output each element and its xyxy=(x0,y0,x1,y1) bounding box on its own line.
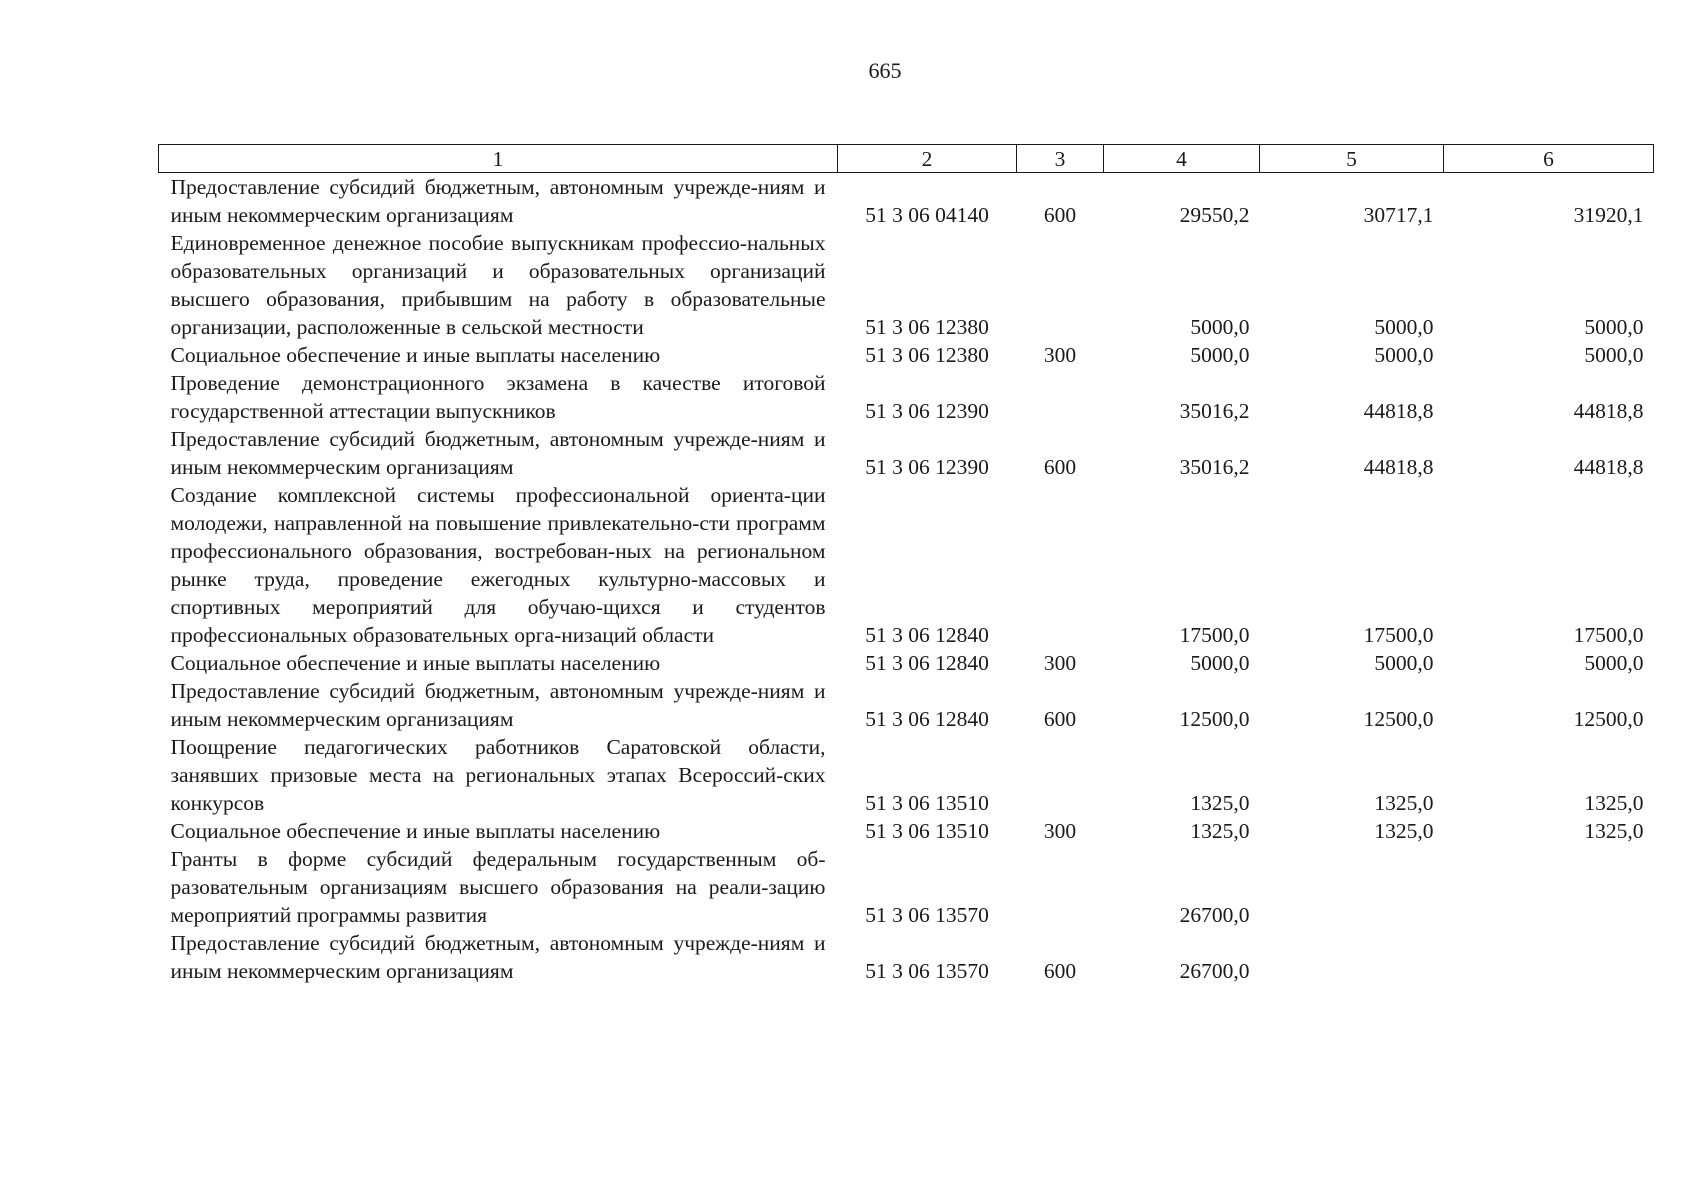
row-value-col4-cell: 26700,0 xyxy=(1179,903,1250,927)
table-row xyxy=(159,929,1654,985)
row-value-col5-cell xyxy=(1260,929,1444,985)
row-code-cell: 51 3 06 13510 xyxy=(865,819,989,843)
row-value-col5-cell: 5000,0 xyxy=(1374,343,1434,367)
header-cell-5: 5 xyxy=(1260,145,1444,173)
row-value-col6-cell: 44818,8 xyxy=(1573,399,1644,423)
table-row xyxy=(159,425,1654,481)
row-expense-type-cell: 600 xyxy=(1043,959,1077,983)
row-value-col5-cell: 44818,8 xyxy=(1363,455,1434,479)
header-cell-2: 2 xyxy=(838,145,1017,173)
row-value-col4-cell: 12500,0 xyxy=(1179,707,1250,731)
table-header xyxy=(159,145,1654,173)
row-expense-type-cell xyxy=(1017,845,1104,929)
row-name-cell: Единовременное денежное пособие выпускникам профессио-нальных образовательных организаций и образовательных организаций высшего образования, прибывшим на работу в образовательные организации, расположенные в сельской местности xyxy=(170,231,826,339)
row-value-col5-cell: 12500,0 xyxy=(1363,707,1434,731)
row-code-cell: 51 3 06 12390 xyxy=(865,399,989,423)
row-name-cell: Предоставление субсидий бюджетным, автономным учрежде-ниям и иным некоммерческим организациям xyxy=(170,175,826,227)
row-value-col6-cell: 12500,0 xyxy=(1573,707,1644,731)
row-code-cell: 51 3 06 04140 xyxy=(865,203,989,227)
row-value-col4-cell: 1325,0 xyxy=(1190,791,1250,815)
row-code-cell: 51 3 06 12380 xyxy=(865,315,989,339)
row-code-cell: 51 3 06 13570 xyxy=(865,959,989,983)
row-code-cell: 51 3 06 12840 xyxy=(865,707,989,731)
row-code-cell: 51 3 06 13570 xyxy=(865,903,989,927)
row-value-col4-cell: 26700,0 xyxy=(1179,959,1250,983)
row-value-col4-cell: 5000,0 xyxy=(1190,343,1250,367)
row-expense-type-cell: 300 xyxy=(1043,651,1077,675)
row-value-col6-cell: 5000,0 xyxy=(1584,651,1644,675)
row-value-col6-cell: 1325,0 xyxy=(1584,791,1644,815)
row-value-col5-cell: 1325,0 xyxy=(1374,791,1434,815)
row-value-col6-cell: 5000,0 xyxy=(1584,343,1644,367)
row-value-col5-cell: 17500,0 xyxy=(1363,623,1434,647)
row-name-cell: Гранты в форме субсидий федеральным государственным об-разовательным организациям высшего образования на реали-зацию мероприятий программы развития xyxy=(170,847,826,927)
row-name-cell: Социальное обеспечение и иные выплаты населению xyxy=(170,651,661,675)
table-row xyxy=(159,649,1654,677)
table-row xyxy=(159,677,1654,733)
row-expense-type-cell: 300 xyxy=(1043,819,1077,843)
header-cell-6: 6 xyxy=(1444,145,1654,173)
row-value-col6-cell: 44818,8 xyxy=(1573,455,1644,479)
row-value-col6-cell: 1325,0 xyxy=(1584,819,1644,843)
row-value-col4-cell: 5000,0 xyxy=(1190,315,1250,339)
budget-table xyxy=(158,144,1654,985)
row-value-col5-cell: 5000,0 xyxy=(1374,315,1434,339)
row-value-col4-cell: 17500,0 xyxy=(1179,623,1250,647)
row-expense-type-cell xyxy=(1017,369,1104,425)
row-name-cell: Предоставление субсидий бюджетным, автономным учрежде-ниям и иным некоммерческим организациям xyxy=(170,427,826,479)
page-number: 665 xyxy=(868,58,902,83)
header-row xyxy=(159,145,1654,173)
row-code-cell: 51 3 06 12390 xyxy=(865,455,989,479)
table-row xyxy=(159,173,1654,230)
table-row xyxy=(159,817,1654,845)
header-cell-4: 4 xyxy=(1104,145,1260,173)
row-value-col5-cell xyxy=(1260,845,1444,929)
row-value-col6-cell: 17500,0 xyxy=(1573,623,1644,647)
row-code-cell: 51 3 06 12840 xyxy=(865,651,989,675)
row-name-cell: Социальное обеспечение и иные выплаты населению xyxy=(170,343,661,367)
row-expense-type-cell: 300 xyxy=(1043,343,1077,367)
row-expense-type-cell xyxy=(1017,229,1104,341)
row-value-col5-cell: 44818,8 xyxy=(1363,399,1434,423)
row-value-col4-cell: 35016,2 xyxy=(1179,455,1250,479)
row-value-col6-cell xyxy=(1444,929,1654,985)
row-value-col5-cell: 5000,0 xyxy=(1374,651,1434,675)
row-expense-type-cell xyxy=(1017,481,1104,649)
row-value-col4-cell: 35016,2 xyxy=(1179,399,1250,423)
row-value-col4-cell: 1325,0 xyxy=(1190,819,1250,843)
row-name-cell: Предоставление субсидий бюджетным, автономным учрежде-ниям и иным некоммерческим организациям xyxy=(170,931,826,983)
row-name-cell: Создание комплексной системы профессиональной ориента-ции молодежи, направленной на повышение привлекательно-сти программ профессионального образования, востребован-ных на региональном рынке труда, проведение ежегодных культурно-массовых и спортивных мероприятий для обучаю-щихся и студентов профессиональных образовательных орга-низаций области xyxy=(170,483,826,647)
row-value-col4-cell: 29550,2 xyxy=(1179,203,1250,227)
row-code-cell: 51 3 06 12840 xyxy=(865,623,989,647)
table-row xyxy=(159,229,1654,341)
table-row xyxy=(159,733,1654,817)
row-value-col6-cell: 31920,1 xyxy=(1573,203,1644,227)
row-expense-type-cell: 600 xyxy=(1043,455,1077,479)
row-name-cell: Проведение демонстрационного экзамена в качестве итоговой государственной аттестации выпускников xyxy=(170,371,826,423)
row-expense-type-cell xyxy=(1017,733,1104,817)
row-value-col6-cell xyxy=(1444,845,1654,929)
row-value-col5-cell: 1325,0 xyxy=(1374,819,1434,843)
table-row xyxy=(159,369,1654,425)
header-cell-3: 3 xyxy=(1017,145,1104,173)
row-expense-type-cell: 600 xyxy=(1043,707,1077,731)
row-name-cell: Социальное обеспечение и иные выплаты населению xyxy=(170,819,661,843)
row-expense-type-cell: 600 xyxy=(1043,203,1077,227)
row-name-cell: Поощрение педагогических работников Саратовской области, занявших призовые места на региональных этапах Всероссий-ских конкурсов xyxy=(170,735,826,815)
row-code-cell: 51 3 06 12380 xyxy=(865,343,989,367)
header-cell-1: 1 xyxy=(159,145,838,173)
table-body xyxy=(159,173,1654,986)
table-row xyxy=(159,341,1654,369)
row-value-col6-cell: 5000,0 xyxy=(1584,315,1644,339)
row-value-col4-cell: 5000,0 xyxy=(1190,651,1250,675)
table-row xyxy=(159,845,1654,929)
row-value-col5-cell: 30717,1 xyxy=(1363,203,1434,227)
row-code-cell: 51 3 06 13510 xyxy=(865,791,989,815)
row-name-cell: Предоставление субсидий бюджетным, автономным учрежде-ниям и иным некоммерческим организациям xyxy=(170,679,826,731)
table-row xyxy=(159,481,1654,649)
